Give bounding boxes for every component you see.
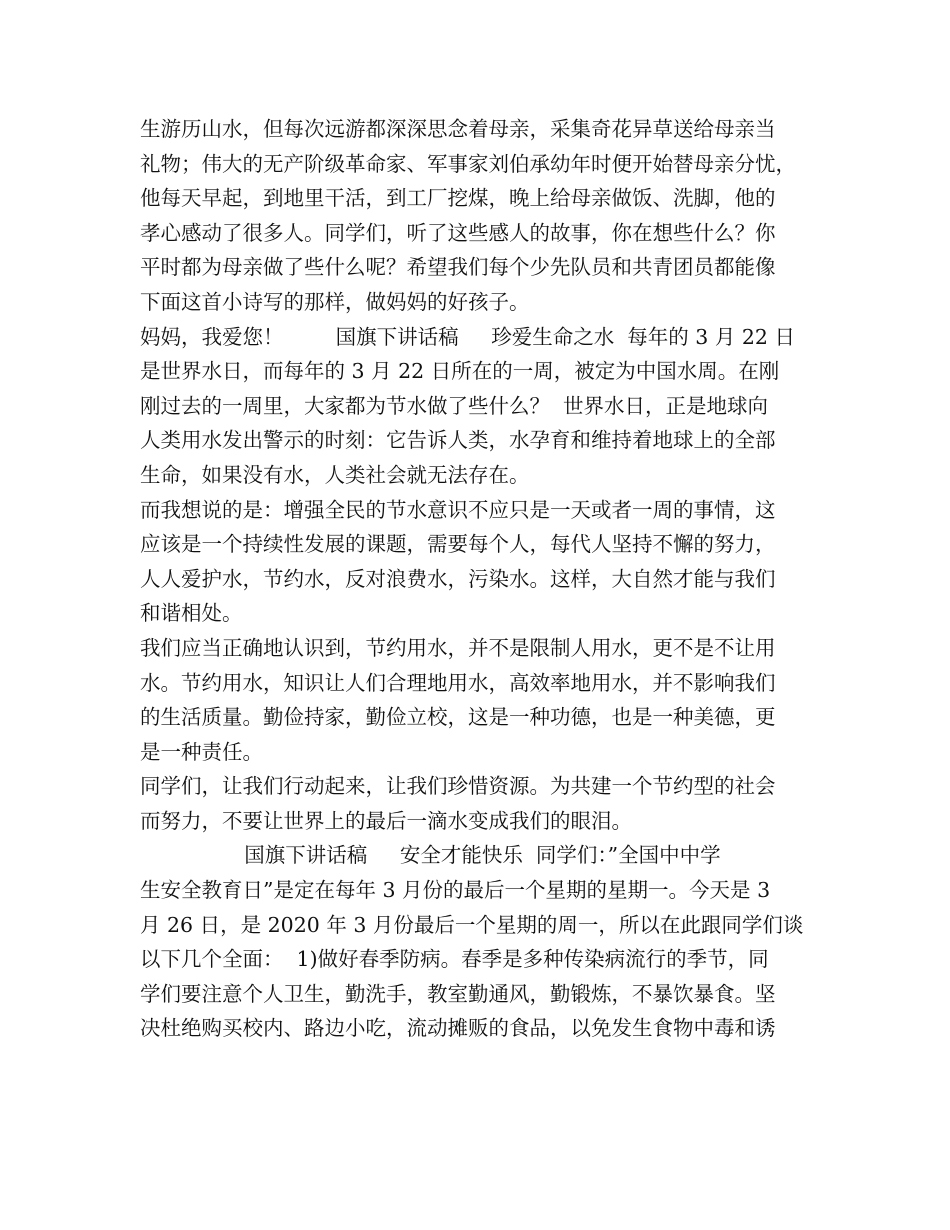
text-line: 生游历山水，但每次远游都深深思念着母亲，采集奇花异草送给母亲当 bbox=[140, 117, 776, 141]
text-line: 人类用水发出警示的时刻：它告诉人类，水孕育和维持着地球上的全部 bbox=[140, 428, 776, 453]
text-line: 学们要注意个人卫生，勤洗手，教室勤通风，勤锻炼，不暴饮暴食。坚 bbox=[140, 981, 776, 1006]
text-line: 生安全教育日”是定在每年 3 月份的最后一个星期的星期一。今天是 3 bbox=[140, 878, 771, 903]
text-line: 生命，如果没有水，人类社会就无法存在。 bbox=[140, 462, 530, 487]
text-line: 决杜绝购买校内、路边小吃，流动摊贩的食品，以免发生食物中毒和诱 bbox=[140, 1016, 776, 1041]
text-line: 平时都为母亲做了些什么呢？希望我们每个少先队员和共青团员都能像 bbox=[140, 255, 776, 280]
text-line: 我们应当正确地认识到，节约用水，并不是限制人用水，更不是不让用 bbox=[140, 635, 776, 660]
text-line: 是一种责任。 bbox=[140, 739, 263, 764]
text-line: 月 26 日，是 2020 年 3 月份最后一个星期的周一，所以在此跟同学们谈 bbox=[140, 912, 804, 937]
body-text bbox=[140, 112, 830, 1046]
text-line: 礼物；伟大的无产阶级革命家、军事家刘伯承幼年时便开始替母亲分忧， bbox=[140, 151, 796, 176]
text-line: 刚过去的一周里，大家都为节水做了些什么？ 世界水日，正是地球向 bbox=[140, 393, 769, 418]
text-line: 水。节约用水，知识让人们合理地用水，高效率地用水，并不影响我们 bbox=[140, 670, 776, 695]
text-line: 是世界水日，而每年的 3 月 22 日所在的一周，被定为中国水周。在刚 bbox=[140, 359, 780, 384]
text-line: 孝心感动了很多人。同学们，听了这些感人的故事，你在想些什么？你 bbox=[140, 220, 776, 245]
text-line: 国旗下讲话稿 安全才能快乐 同学们：”全国中中学 bbox=[140, 843, 721, 868]
text-line: 下面这首小诗写的那样，做妈妈的好孩子。 bbox=[140, 289, 530, 314]
text-line: 和谐相处。 bbox=[140, 601, 243, 626]
text-line: 而努力，不要让世界上的最后一滴水变成我们的眼泪。 bbox=[140, 808, 632, 833]
text-line: 他每天早起，到地里干活，到工厂挖煤，晚上给母亲做饭、洗脚，他的 bbox=[140, 186, 776, 211]
text-line: 人人爱护水，节约水，反对浪费水，污染水。这样，大自然才能与我们 bbox=[140, 566, 776, 591]
text-line: 妈妈，我爱您！ 国旗下讲话稿 珍爱生命之水 每年的 3 月 22 日 bbox=[140, 324, 795, 349]
text-line: 应该是一个持续性发展的课题，需要每个人，每代人坚持不懈的努力， bbox=[140, 532, 776, 557]
text-line: 而我想说的是：增强全民的节水意识不应只是一天或者一周的事情，这 bbox=[140, 497, 776, 522]
text-line: 的生活质量。勤俭持家，勤俭立校，这是一种功德，也是一种美德，更 bbox=[140, 705, 776, 730]
text-line: 同学们，让我们行动起来，让我们珍惜资源。为共建一个节约型的社会 bbox=[140, 774, 776, 799]
text-line: 以下几个全面： 1)做好春季防病。春季是多种传染病流行的季节，同 bbox=[140, 947, 769, 972]
